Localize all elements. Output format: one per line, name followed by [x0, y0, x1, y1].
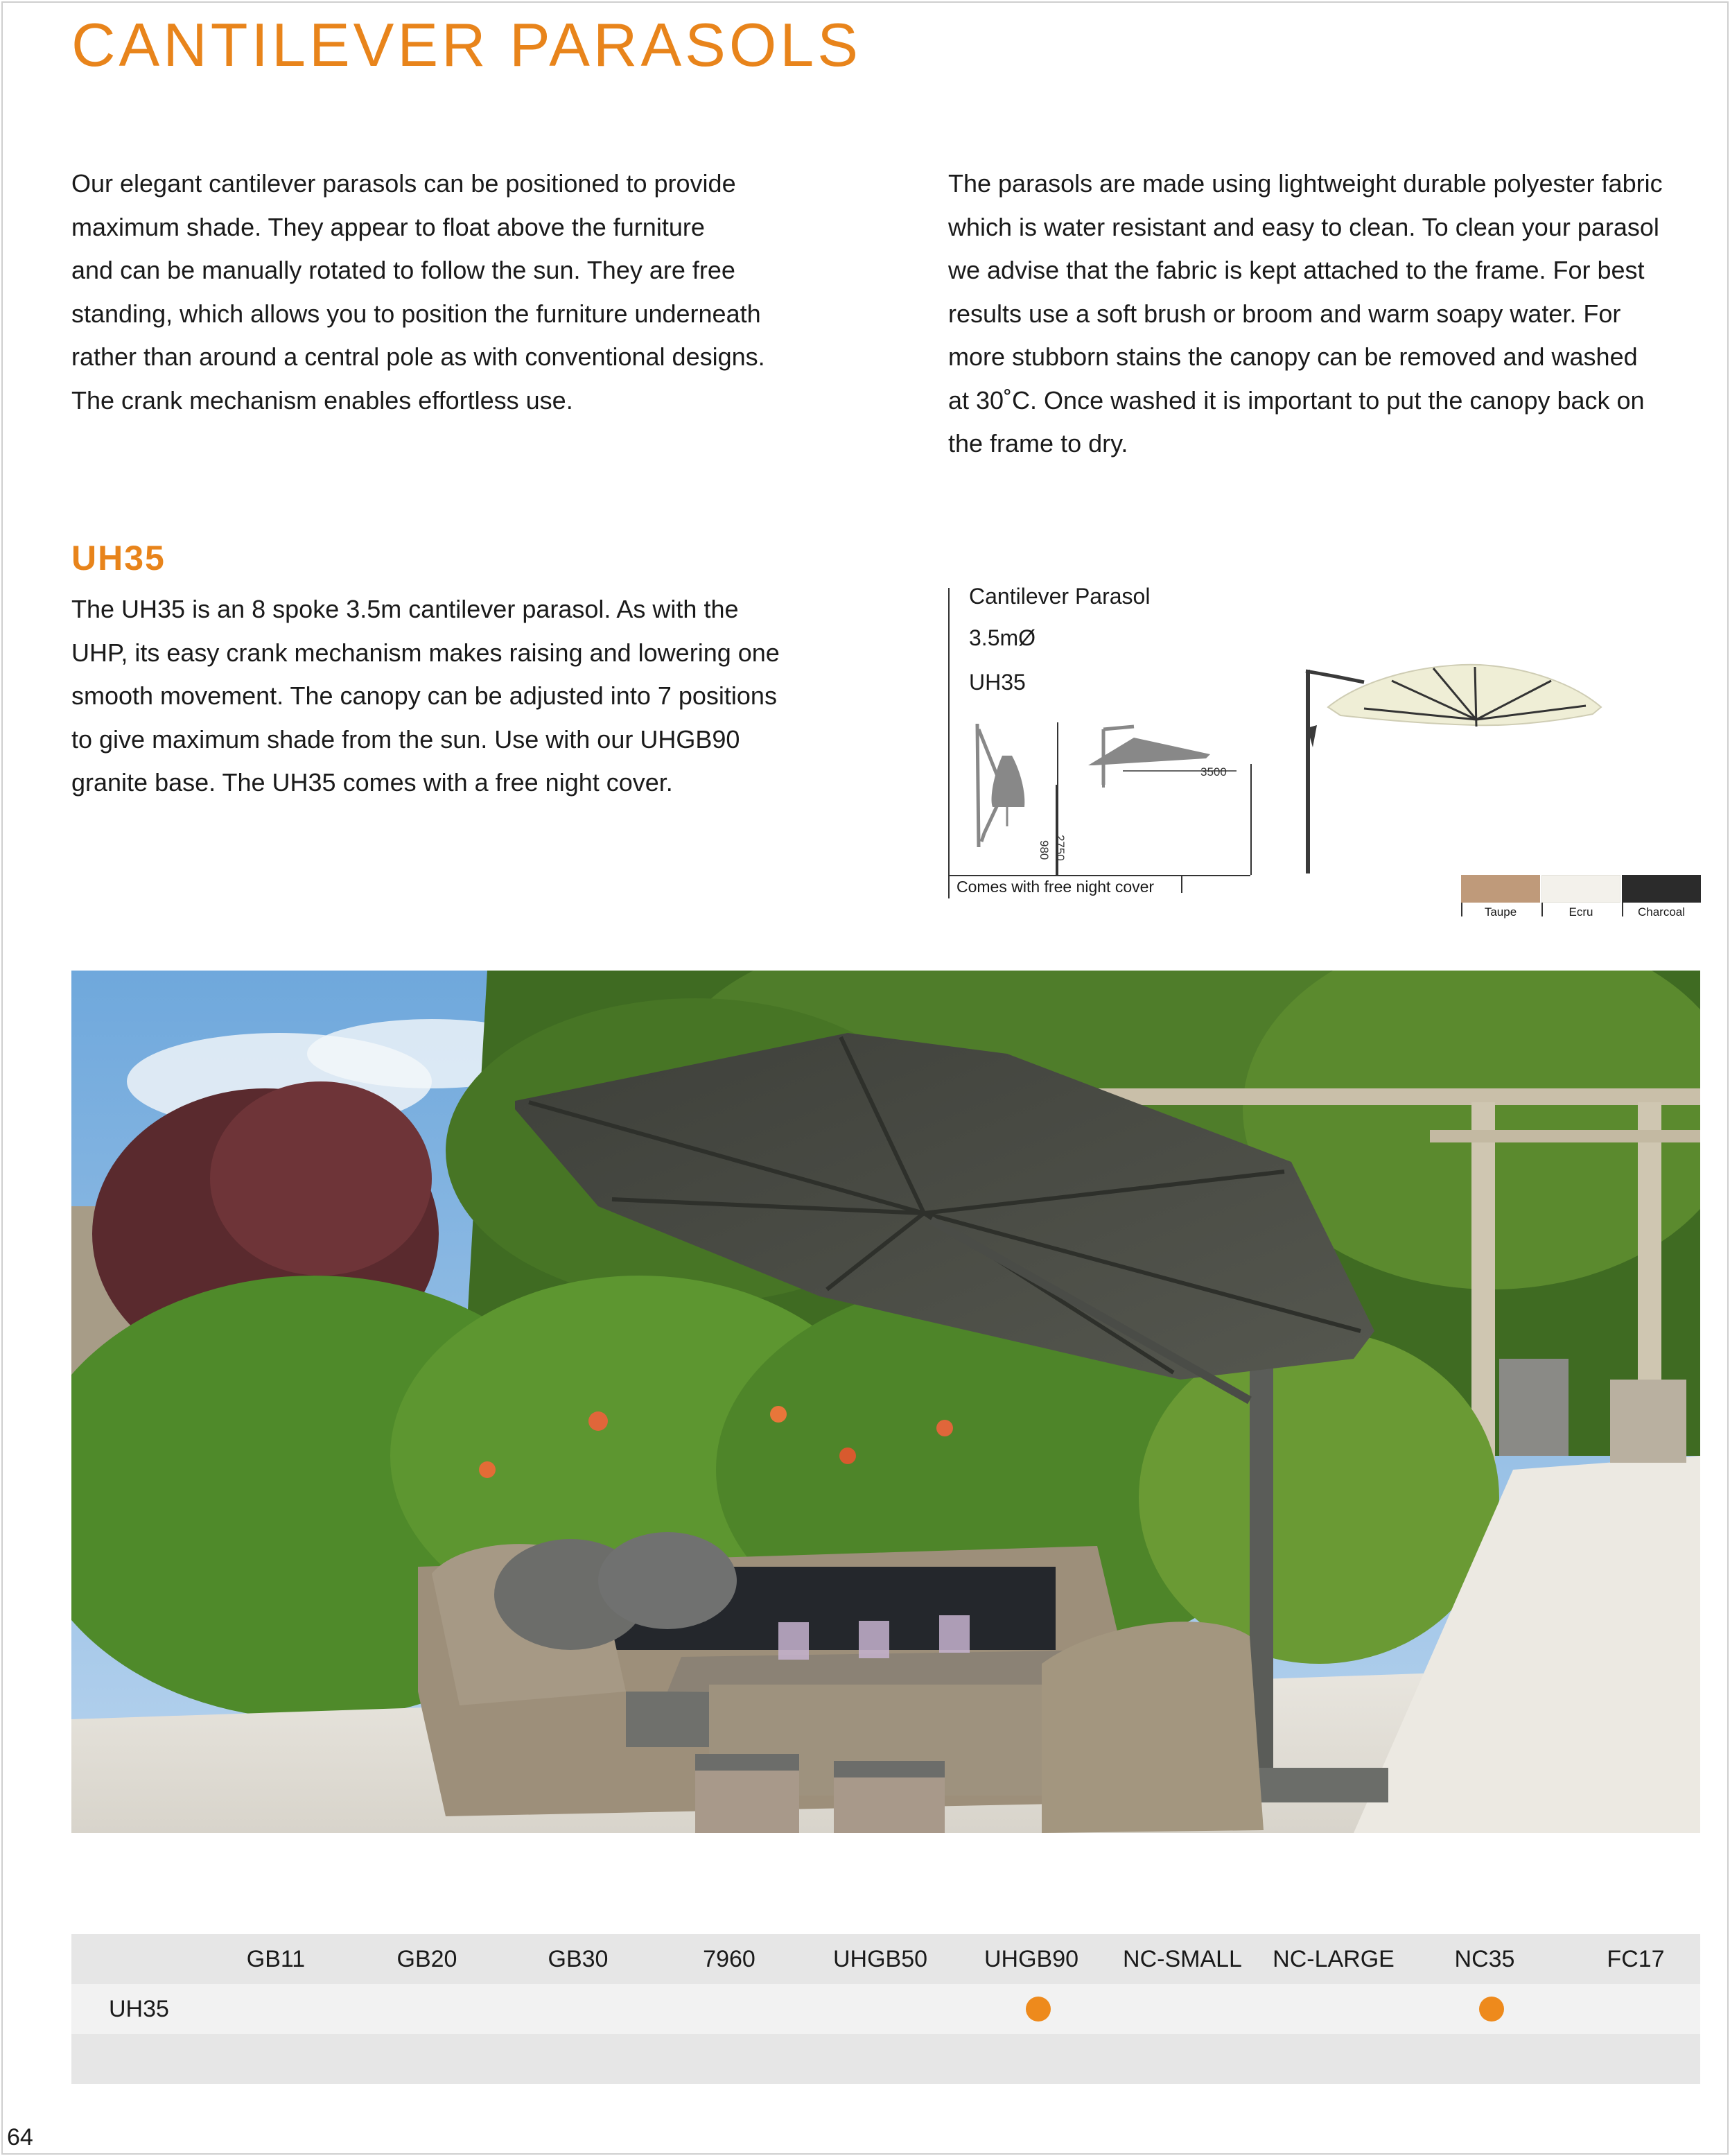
accessory-table: [71, 1934, 1700, 2084]
swatch-charcoal: [1622, 875, 1701, 919]
product-heading: UH35: [71, 539, 166, 577]
swatch-label: Charcoal: [1637, 905, 1686, 919]
text-line: standing, which allows you to position the furniture underneath: [71, 299, 761, 328]
column-header: NC35: [1454, 1946, 1515, 1972]
column-header: UHGB90: [984, 1946, 1079, 1972]
text-line: rather than around a central pole as with conventional designs.: [71, 342, 765, 371]
column-header: 7960: [703, 1946, 755, 1972]
page-title: CANTILEVER PARASOLS: [71, 10, 862, 79]
text-line: The parasols are made using lightweight durable polyester fabric: [948, 169, 1663, 198]
table-header-row: [71, 1934, 1700, 1984]
text-line: UHP, its easy crank mechanism makes raising and lowering one: [71, 638, 780, 667]
text-line: to give maximum shade from the sun. Use with our UHGB90: [71, 724, 740, 754]
swatch-chip: [1541, 875, 1620, 903]
text-line: granite base. The UH35 comes with a free night cover.: [71, 768, 673, 797]
column-header: UHGB50: [832, 1946, 928, 1972]
swatch-label: Taupe: [1484, 905, 1517, 919]
swatch-separator: [1622, 903, 1623, 916]
product-description: [71, 588, 780, 805]
text-line: The crank mechanism enables effortless use.: [71, 385, 573, 415]
table-row: [71, 1984, 1700, 2034]
column-header: GB30: [548, 1946, 609, 1972]
open-parasol-drawing: [1306, 665, 1601, 873]
product-photo: [71, 971, 1700, 1833]
closed-parasol-drawing: [977, 724, 1024, 847]
column-header: NC-SMALL: [1123, 1946, 1242, 1972]
swatch-chip: [1461, 875, 1540, 903]
swatch-separator: [1541, 903, 1543, 916]
colour-swatches: [1461, 875, 1701, 919]
dim-label-height: 2750: [1054, 835, 1067, 861]
column-header: FC17: [1607, 1946, 1665, 1972]
swatch-ecru: [1541, 875, 1620, 919]
spec-panel: [948, 584, 1701, 897]
note-tick: [1181, 875, 1182, 893]
intro-right-paragraph: [948, 162, 1663, 466]
intro-left-paragraph: [71, 162, 765, 422]
text-line: more stubborn stains the canopy can be removed and washed: [948, 342, 1638, 371]
swatch-label: Ecru: [1569, 905, 1593, 919]
text-line: the frame to dry.: [948, 429, 1128, 458]
spec-size: 3.5mØ: [969, 625, 1036, 650]
row-label: UH35: [109, 1996, 169, 2022]
page-number: 64: [7, 2124, 33, 2150]
text-line: maximum shade. They appear to float above the furniture: [71, 212, 705, 241]
column-header: GB20: [396, 1946, 457, 1972]
compatible-dot: [1026, 1997, 1051, 2022]
text-line: results use a soft brush or broom and warm soapy water. For: [948, 299, 1621, 328]
night-cover-note: Comes with free night cover: [956, 878, 1155, 896]
swatch-chip: [1622, 875, 1701, 903]
swatch-separator: [1461, 903, 1462, 916]
text-line: which is water resistant and easy to clean. To clean your parasol: [948, 212, 1659, 241]
text-line: smooth movement. The canopy can be adjusted into 7 positions: [71, 681, 777, 710]
dim-label-width: 3500: [1200, 765, 1227, 779]
dim-label-closed: 980: [1038, 840, 1051, 860]
text-line: and can be manually rotated to follow the sun. They are free: [71, 256, 735, 284]
spec-code: UH35: [969, 670, 1026, 695]
text-line: Our elegant cantilever parasols can be positioned to provide: [71, 169, 736, 198]
column-header: NC-LARGE: [1273, 1946, 1395, 1972]
swatch-taupe: [1461, 875, 1540, 919]
compatible-dot: [1479, 1997, 1504, 2022]
table-empty-row: [71, 2034, 1700, 2084]
text-line: at 30˚C. Once washed it is important to put the canopy back on: [948, 385, 1645, 415]
garden-scene-illustration: [71, 971, 1700, 1833]
spec-name: Cantilever Parasol: [969, 584, 1151, 609]
text-line: we advise that the fabric is kept attached to the frame. For best: [948, 256, 1645, 284]
column-header: GB11: [246, 1946, 306, 1972]
text-line: The UH35 is an 8 spoke 3.5m cantilever parasol. As with the: [71, 595, 739, 623]
